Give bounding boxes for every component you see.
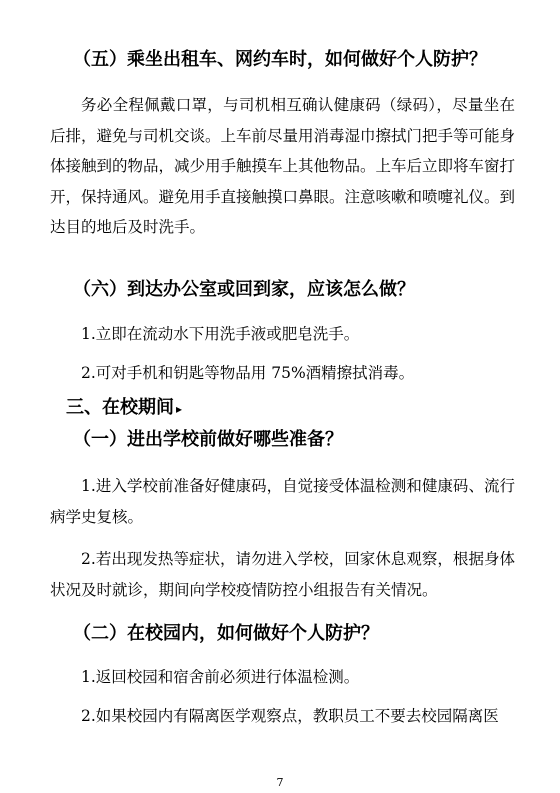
part-heading-text: 三、在校期间 [66, 397, 174, 418]
section-heading-on-campus: （二）在校园内，如何做好个人防护？ [73, 623, 379, 644]
list-item-temperature-check: 1.返回校园和宿舍前必须进行体温检测。 [81, 668, 360, 686]
section-heading-arrival: （六）到达办公室或回到家，应该怎么做？ [73, 279, 415, 300]
list-item-wash-hands: 1.立即在流动水下用洗手液或肥皂洗手。 [81, 325, 360, 343]
list-item-disinfect-phone: 2.可对手机和钥匙等物品用 75%酒精擦拭消毒。 [81, 364, 415, 382]
paragraph-taxi-guidance: 务必全程佩戴口罩，与司机相互确认健康码（绿码），尽量坐在后排，避免与司机交谈。上车前尽量用消毒湿巾擦拭门把手等可能身体接触到的物品，减少用手触摸车上其他物品。上车后立即将车窗打开，保持通风。避免用手直接触摸口鼻眼。注意咳嗽和喷嚏礼仪。到达目的地后及时洗手。 [50, 96, 516, 237]
arrow-marker-icon: ▸ [176, 402, 183, 416]
part-heading-at-school [66, 396, 531, 421]
section-heading-taxi: （五）乘坐出租车、网约车时，如何做好个人防护？ [73, 49, 487, 70]
list-item-isolation-point: 2.如果校园内有隔离医学观察点，教职员工不要去校园隔离医 [81, 707, 499, 725]
page-number: 7 [276, 776, 284, 789]
list-item-health-code: 1.进入学校前准备好健康码，自觉接受体温检测和健康码、流行病学史复核。 [50, 477, 515, 526]
list-item-fever-symptoms: 2.若出现发热等症状，请勿进入学校，回家休息观察，根据身体状况及时就诊，期间向学校疫情防控小组报告有关情况。 [50, 550, 515, 599]
section-heading-entering-school: （一）进出学校前做好哪些准备？ [73, 429, 343, 450]
